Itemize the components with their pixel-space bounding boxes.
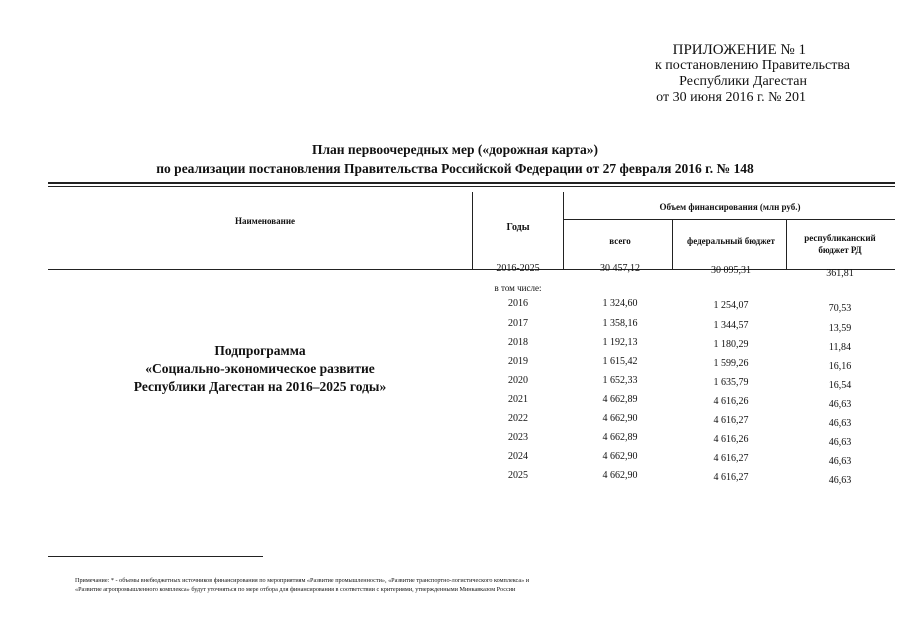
col-divider-name bbox=[472, 192, 473, 270]
cell-federal: 1 344,57 bbox=[713, 320, 749, 331]
cell-total: 1 324,60 bbox=[602, 298, 638, 309]
appendix-ref: к постановлению Правительства bbox=[654, 58, 850, 73]
title-line-2: по реализации постановления Правительства Российской Федерации от 27 февраля 2016 г. № 148 bbox=[156, 161, 754, 176]
cell-year: 2019 bbox=[508, 356, 528, 367]
cell-republic: 16,16 bbox=[828, 361, 852, 372]
cell-federal: 4 616,27 bbox=[713, 415, 749, 426]
cell-republic: 46,63 bbox=[828, 399, 852, 410]
header-total: всего bbox=[609, 236, 631, 246]
cell-federal: 1 635,79 bbox=[713, 377, 749, 388]
document-title bbox=[60, 140, 850, 178]
header-federal: федеральный бюджет bbox=[687, 236, 775, 246]
header-republic bbox=[790, 232, 890, 256]
financing-rule bbox=[563, 219, 895, 220]
title-line-1: План первоочередных мер («дорожная карта») bbox=[311, 142, 599, 157]
cell-total: 30 457,12 bbox=[600, 263, 640, 274]
cell-year: 2025 bbox=[508, 470, 528, 481]
cell-federal: 1 180,29 bbox=[713, 339, 749, 350]
including-label: в том числе: bbox=[494, 283, 542, 293]
cell-year: 2018 bbox=[508, 337, 528, 348]
cell-federal: 1 254,07 bbox=[713, 300, 749, 311]
cell-year: 2017 bbox=[508, 318, 528, 329]
col-divider-federal bbox=[786, 220, 787, 270]
cell-total: 4 662,90 bbox=[602, 413, 638, 424]
header-name: Наименование bbox=[235, 216, 295, 226]
cell-year: 2016 bbox=[508, 298, 528, 309]
appendix-republic: Республики Дагестан bbox=[679, 74, 807, 89]
cell-federal: 4 616,26 bbox=[713, 396, 749, 407]
cell-republic: 13,59 bbox=[828, 323, 852, 334]
cell-total: 4 662,89 bbox=[602, 394, 638, 405]
cell-federal: 4 616,26 bbox=[713, 434, 749, 445]
subprogram-line-3: Республики Дагестан на 2016–2025 годы» bbox=[133, 379, 387, 394]
cell-republic: 46,63 bbox=[828, 456, 852, 467]
cell-federal: 1 599,26 bbox=[713, 358, 749, 369]
cell-republic: 70,53 bbox=[828, 303, 852, 314]
header-republic-line-2: бюджет РД bbox=[818, 245, 862, 255]
footnote-line-1: Примечание: * - объемы внебюджетных источников финансирования по мероприятиям «Развитие промышленности», «Развитие транспортно-логистического комплекса» и bbox=[75, 577, 530, 584]
footnote-rule bbox=[48, 556, 263, 557]
cell-federal: 30 095,31 bbox=[711, 265, 751, 276]
appendix-date: от 30 июня 2016 г. № 201 bbox=[656, 90, 806, 105]
col-divider-years bbox=[563, 192, 564, 270]
cell-federal: 4 616,27 bbox=[713, 453, 749, 464]
cell-total: 4 662,89 bbox=[602, 432, 638, 443]
cell-year: 2020 bbox=[508, 375, 528, 386]
cell-year: 2021 bbox=[508, 394, 528, 405]
table-top-rule-2 bbox=[48, 186, 895, 187]
appendix-title: ПРИЛОЖЕНИЕ № 1 bbox=[672, 42, 806, 58]
cell-republic: 11,84 bbox=[828, 342, 852, 353]
table-top-rule bbox=[48, 182, 895, 184]
cell-year: 2016-2025 bbox=[496, 263, 540, 274]
cell-federal: 4 616,27 bbox=[713, 472, 749, 483]
cell-total: 1 192,13 bbox=[602, 337, 638, 348]
cell-republic: 46,63 bbox=[828, 475, 852, 486]
cell-year: 2022 bbox=[508, 413, 528, 424]
header-financing: Объем финансирования (млн руб.) bbox=[659, 202, 801, 212]
cell-year: 2023 bbox=[508, 432, 528, 443]
cell-total: 4 662,90 bbox=[602, 470, 638, 481]
appendix-header bbox=[600, 42, 850, 106]
cell-total: 4 662,90 bbox=[602, 451, 638, 462]
subprogram-name bbox=[100, 342, 420, 396]
cell-total: 1 615,42 bbox=[602, 356, 638, 367]
subprogram-line-2: «Социально-экономическое развитие bbox=[145, 361, 375, 376]
header-republic-line-1: республиканский bbox=[804, 233, 876, 243]
cell-republic: 46,63 bbox=[828, 418, 852, 429]
cell-year: 2024 bbox=[508, 451, 528, 462]
col-divider-total bbox=[672, 220, 673, 270]
cell-republic: 46,63 bbox=[828, 437, 852, 448]
cell-total: 1 652,33 bbox=[602, 375, 638, 386]
cell-total: 1 358,16 bbox=[602, 318, 638, 329]
footnote bbox=[75, 576, 675, 594]
cell-republic: 361,81 bbox=[826, 268, 854, 279]
cell-republic: 16,54 bbox=[828, 380, 852, 391]
footnote-line-2: «Развитие агропромышленного комплекса» будут уточняться по мере отбора для финансирования в соответствии с критериями, утвержденными Минкавказом России bbox=[75, 586, 516, 593]
header-years: Годы bbox=[506, 222, 530, 233]
subprogram-line-1: Подпрограмма bbox=[214, 343, 306, 358]
